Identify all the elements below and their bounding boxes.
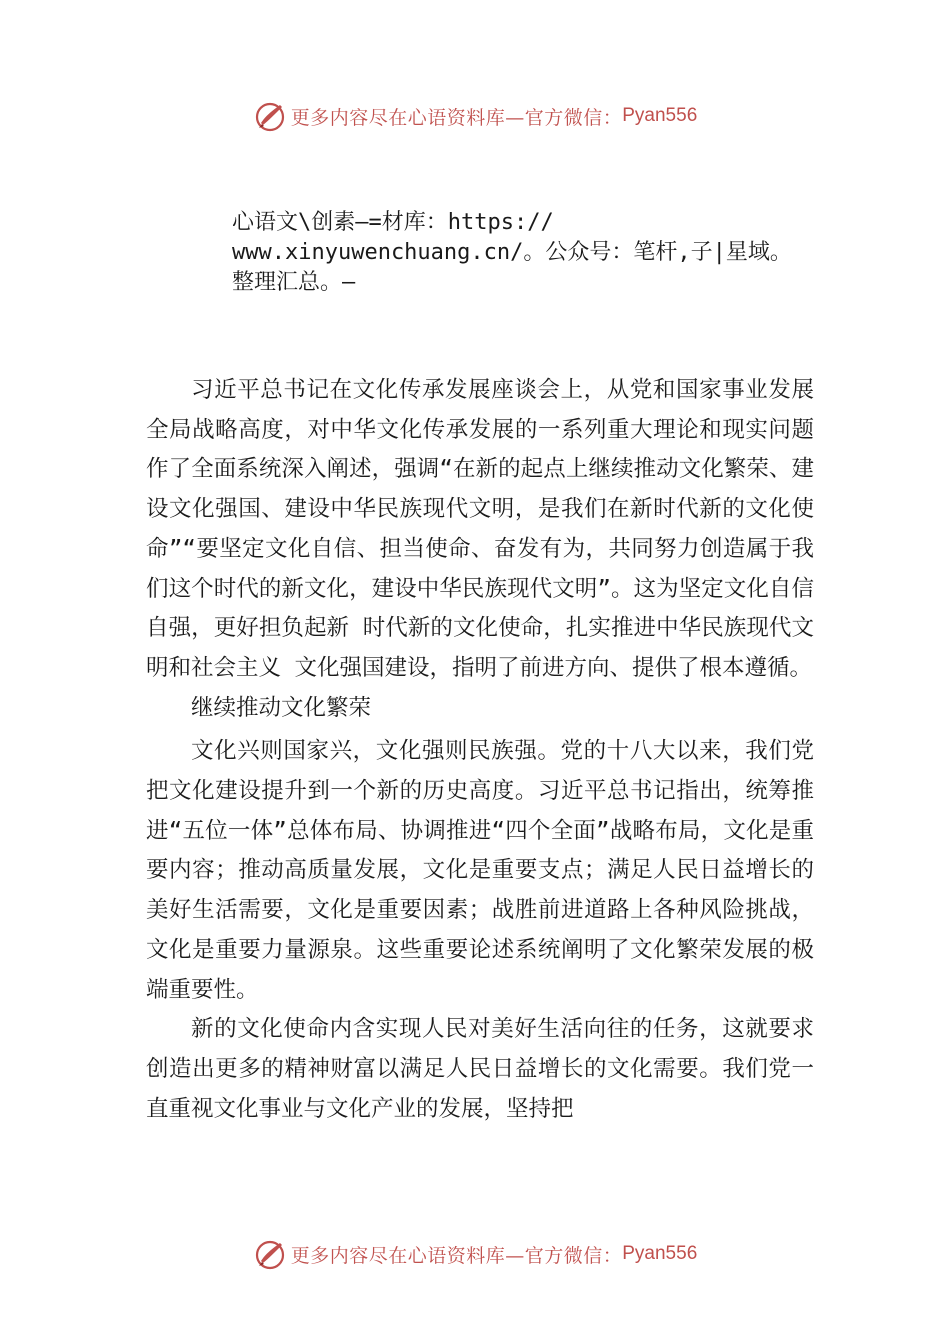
paragraph-1: 习近平总书记在文化传承发展座谈会上，从党和国家事业发展全局战略高度，对中华文化传承发展的一系列重大理论和现实问题作了全面系统深入阐述，强调“在新的起点上继续推动文化繁荣、建设文化强国、建设中华民族现代文明，是我们在新时代新的文化使命”“要坚定文化自信、担当使命、奋发有为，共同努力创造属于我们这个时代的新文化，建设中华民族现代文明”。这为坚定文化自信自强，更好担负起新 时代新的文化使命，扎实推进中华民族现代文明和社会主义 文化强国建设，指明了前进方向、提供了根本遵循。: [146, 377, 814, 681]
source-note-line-2: www.xinyuwenchuang.cn/。公众号：笔杆,子|星域。: [232, 240, 792, 265]
pen-logo-icon: [253, 1237, 287, 1271]
paragraph-3: 新的文化使命内含实现人民对美好生活向往的任务，这就要求创造出更多的精神财富以满足人民日益增长的文化需要。我们党一直重视文化事业与文化产业的发展，坚持把: [146, 1016, 814, 1122]
article-body: [146, 371, 814, 1129]
banner-wechat-id: Pyan556: [622, 105, 698, 126]
source-note-line-1: 心语文\创素—=材库：https://: [232, 210, 554, 235]
source-note-line-3: 整理汇总。—: [232, 270, 356, 295]
pen-logo-icon: [253, 99, 287, 133]
footer-banner: [0, 1234, 950, 1274]
banner-text: 更多内容尽在心语资料库—官方微信：: [290, 1244, 623, 1267]
section-heading: 继续推动文化繁荣: [191, 694, 372, 721]
header-banner: [0, 96, 950, 136]
banner-wechat-id: Pyan556: [622, 1243, 698, 1264]
banner-text: 更多内容尽在心语资料库—官方微信：: [290, 106, 623, 129]
paragraph-2: 文化兴则国家兴，文化强则民族强。党的十八大以来，我们党把文化建设提升到一个新的历史高度。习近平总书记指出，统筹推进“五位一体”总体布局、协调推进“四个全面”战略布局，文化是重要内容；推动高质量发展，文化是重要支点；满足人民日益增长的美好生活需要，文化是重要因素；战胜前进道路上各种风险挑战，文化是重要力量源泉。这些重要论述系统阐明了文化繁荣发展的极端重要性。: [146, 738, 814, 1003]
source-note: [232, 208, 832, 298]
